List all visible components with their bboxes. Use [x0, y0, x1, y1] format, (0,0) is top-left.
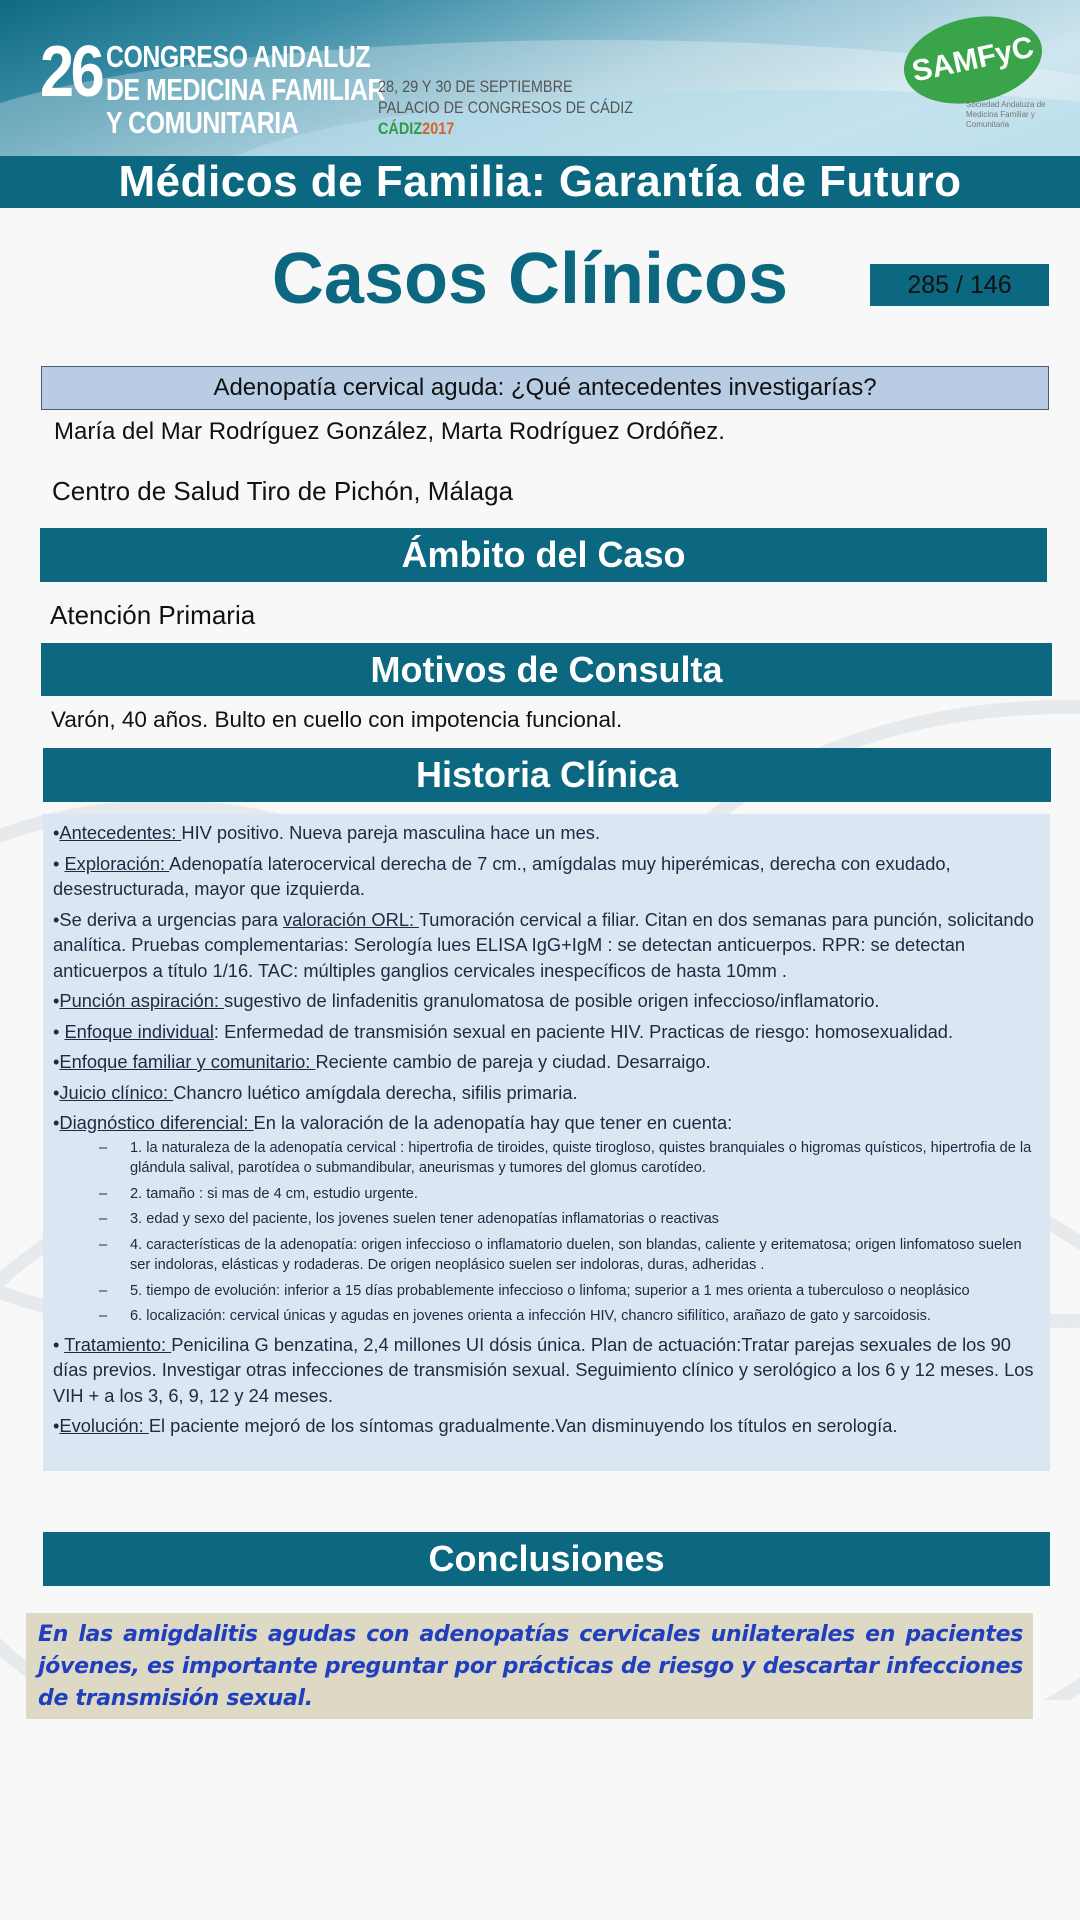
- city-name: CÁDIZ: [378, 119, 423, 138]
- congress-banner: Médicos de Familia: Garantía de Futuro: [0, 156, 1080, 208]
- case-title: Adenopatía cervical aguda: ¿Qué antecedentes investigarías?: [41, 366, 1049, 410]
- congress-name: [106, 40, 385, 139]
- historia-item-exploracion: • Exploración: Adenopatía laterocervical derecha de 7 cm., amígdalas muy hiperémicas, derecha con exudado, desestructurada, mayor que izquierda.: [53, 852, 951, 899]
- historia-item-diagnostico-diferencial: •Diagnóstico diferencial: En la valoración de la adenopatía hay que tener en cuenta: – 1. la naturaleza de la adenopatía cervical : hipertrofia de tiroides, quiste tirogloso, quistes branquiales o higromas quísticos, hipertrofia de la glándula salival, parotídea o submandibular, aneurismas y tumores del glomus carotídeo. – 2. tamaño : si mas de 4 cm, estudio urgente. – 3. edad y sexo del paciente, los jovenes suelen tener adenopatías inflamatorias o reactivas – 4. características de la adenopatía: origen infeccioso o inflamatorio duelen, son blandas, caliente y eritematosa; origen linfomatoso suelen ser indoloras, elásticas y rodaderas. De origen neoplásico suelen ser indoloras, duras, adheridas . – 5. tiempo de evolución: inferior a 15 días probablemente infeccioso o linfoma; superior a 1 mes orienta a tuberculoso o neoplásico – 6. localización: cervical únicas y agudas en jovenes orienta a infección HIV, chancro sifilítico, arañazo de gato y sarcoidosis.: [53, 1110, 1038, 1327]
- section-heading-historia: Historia Clínica: [43, 748, 1051, 802]
- congress-dates-line: 28, 29 Y 30 DE SEPTIEMBRE: [378, 77, 573, 96]
- samfyc-logo: SAMFyC: [896, 4, 1050, 115]
- sub-list-item: – 1. la naturaleza de la adenopatía cervical : hipertrofia de tiroides, quiste tirogloso, quistes branquiales o higromas quísticos, hipertrofia de la glándula salival, parotídea o submandibular, aneurismas y tumores del glomus carotídeo.: [99, 1139, 1032, 1176]
- sub-list-item: – 5. tiempo de evolución: inferior a 15 días probablemente infeccioso o linfoma; superior a 1 mes orienta a tuberculoso o neoplásico: [99, 1282, 970, 1299]
- samfyc-logo-subtext: Sociedad Andaluza de Medicina Familiar y Comunitaria: [966, 100, 1046, 129]
- historia-item-antecedentes: •Antecedentes: HIV positivo. Nueva pareja masculina hace un mes.: [53, 822, 601, 843]
- congress-city: [378, 118, 633, 139]
- historia-item-puncion: •Punción aspiración: sugestivo de linfadenitis granulomatosa de posible origen infeccioso/inflamatorio.: [53, 990, 880, 1011]
- congress-name-line-3: Y COMUNITARIA: [106, 105, 299, 140]
- sub-list-item: – 3. edad y sexo del paciente, los jovenes suelen tener adenopatías inflamatorias o reactivas: [99, 1211, 719, 1227]
- authors: María del Mar Rodríguez González, Marta Rodríguez Ordóñez.: [54, 418, 725, 445]
- conclusiones-text: En las amigdalitis agudas con adenopatías cervicales unilaterales en pacientes jóvenes, es importante preguntar por prácticas de riesgo y descartar infecciones de transmisión sexual.: [38, 1622, 1023, 1711]
- health-center: Centro de Salud Tiro de Pichón, Málaga: [52, 476, 514, 506]
- historia-item-enfoque-familiar: •Enfoque familiar y comunitario: Reciente cambio de pareja y ciudad. Desarraigo.: [53, 1051, 711, 1072]
- section-heading-ambito: Ámbito del Caso: [40, 528, 1047, 582]
- ambito-text: Atención Primaria: [50, 600, 256, 630]
- historia-item-valoracion-orl: •Se deriva a urgencias para valoración ORL: Tumoración cervical a filiar. Citan en dos semanas para punción, solicitando analítica. Pruebas complementarias: Serología lues ELISA IgG+IgM : se detectan anticuerpos. RPR: se detectan anticuerpos a título 1/16. TAC: múltiples ganglios cervicales inespecíficos de hasta 10mm .: [53, 908, 1034, 981]
- congress-venue-line: PALACIO DE CONGRESOS DE CÁDIZ: [378, 98, 634, 117]
- sub-list-item: – 2. tamaño : si mas de 4 cm, estudio urgente.: [99, 1185, 418, 1202]
- congress-name-line-1: CONGRESO ANDALUZ: [106, 39, 371, 74]
- congress-name-line-2: DE MEDICINA FAMILIAR: [106, 72, 386, 107]
- historia-item-enfoque-individual: • Enfoque individual: Enfermedad de transmisión sexual en paciente HIV. Practicas de riesgo: homosexualidad.: [53, 1020, 954, 1042]
- historia-item-evolucion: •Evolución: El paciente mejoró de los síntomas gradualmente.Van disminuyendo los títulos en serología.: [53, 1415, 898, 1436]
- motivos-text: Varón, 40 años. Bulto en cuello con impotencia funcional.: [51, 707, 623, 732]
- historia-box: [43, 814, 1050, 1471]
- conclusiones-box: [26, 1613, 1033, 1719]
- historia-list: [53, 820, 1038, 1444]
- diagnostico-sub-list: [53, 1138, 1038, 1327]
- case-code-badge: 285 / 146: [870, 264, 1049, 306]
- section-heading-motivos: Motivos de Consulta: [41, 643, 1052, 696]
- congress-year: 2017: [422, 119, 455, 138]
- congress-number: 26: [40, 32, 102, 112]
- congress-dates: [378, 76, 633, 139]
- section-heading-conclusiones: Conclusiones: [43, 1532, 1050, 1586]
- sub-list-item: – 6. localización: cervical únicas y agudas en jovenes orienta a infección HIV, chancro sifilítico, arañazo de gato y sarcoidosis.: [99, 1308, 931, 1324]
- page-title: Casos Clínicos: [271, 239, 789, 319]
- sub-list-item: – 4. características de la adenopatía: origen infeccioso o inflamatorio duelen, son blandas, caliente y eritematosa; origen linfomatoso suelen ser indoloras, elásticas y rodaderas. De origen neoplásico suelen ser indoloras, duras, adheridas .: [99, 1236, 1022, 1273]
- historia-item-juicio-clinico: •Juicio clínico: Chancro luético amígdala derecha, sifilis primaria.: [53, 1081, 578, 1103]
- historia-item-tratamiento: • Tratamiento: Penicilina G benzatina, 2,4 millones UI dósis única. Plan de actuación:Tratar parejas sexuales de los 90 días previos. Investigar otras infecciones de transmisión sexual. Seguimiento clínico y serológico a los 6 y 12 meses. Los VIH + a los 3, 6, 9, 12 y 24 meses.: [53, 1333, 1034, 1406]
